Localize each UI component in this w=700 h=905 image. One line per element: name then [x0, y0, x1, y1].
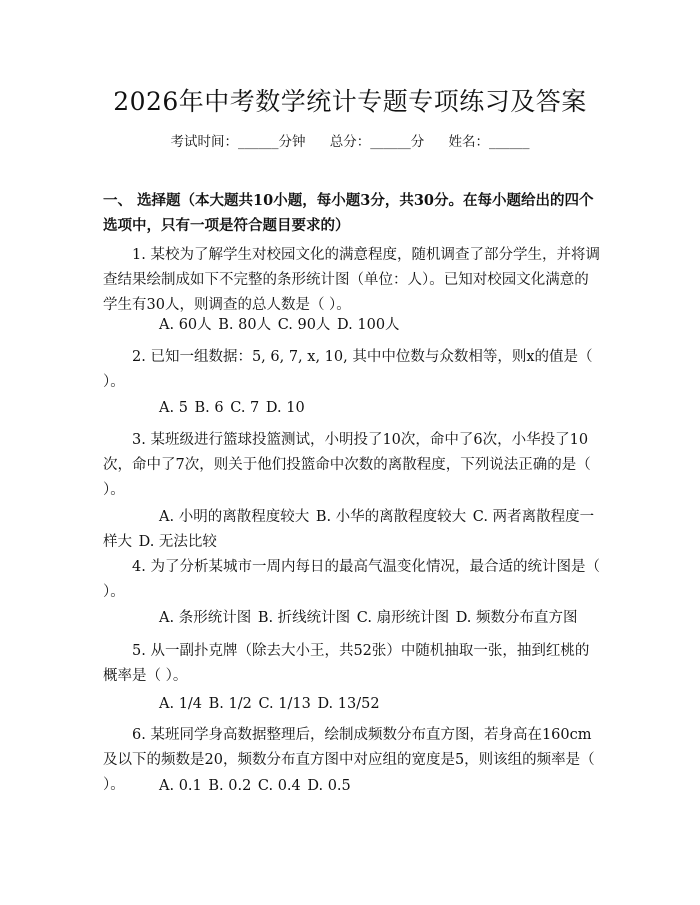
exam-time-field: 考试时间：______分钟	[170, 134, 306, 150]
option-b: B. 80人	[218, 317, 272, 333]
option-d: D. 频数分布直方图	[455, 610, 578, 626]
page-title: 2026年中考数学统计专题专项练习及答案	[113, 87, 587, 116]
question-2-stem: 2. 已知一组数据：5, 6, 7, x, 10, 其中中位数与众数相等，则x的值是（ ）。	[103, 349, 593, 390]
option-b: B. 6	[194, 400, 224, 416]
option-b: B. 小华的离散程度较大	[315, 509, 467, 525]
option-a: A. 条形统计图	[159, 610, 252, 626]
option-c: C. 90人	[277, 317, 331, 333]
option-a: A. 0.1	[159, 778, 202, 794]
question-5-stem: 5. 从一副扑克牌（除去大小王，共52张）中随机抽取一张，抽到红桃的概率是（ ）。	[103, 643, 590, 684]
question-6-options	[103, 774, 603, 799]
option-c: C. 1/13	[258, 696, 311, 712]
total-score-field: 总分：______分	[329, 134, 425, 150]
option-a: A. 小明的离散程度较大	[159, 509, 310, 525]
option-d: D. 0.5	[307, 778, 351, 794]
option-d: D. 无法比较	[138, 534, 217, 550]
option-d: D. 100人	[337, 317, 400, 333]
option-c: C. 两者离散程度一样大	[103, 509, 595, 550]
option-c: C. 7	[230, 400, 260, 416]
question-6-stem: 6. 某班同学身高数据整理后，绘制成频数分布直方图，若身高在160cm及以下的频数是20，频数分布直方图中对应组的宽度是5，则该组的频率是（ ）。	[103, 727, 595, 793]
question-4-options	[103, 606, 603, 631]
question-4-stem: 4. 为了分析某城市一周内每日的最高气温变化情况，最合适的统计图是（ ）。	[103, 559, 600, 600]
option-a: A. 1/4	[159, 696, 203, 712]
question-3-stem: 3. 某班级进行篮球投篮测试，小明投了10次，命中了6次，小华投了10次，命中了7次，则关于他们投篮命中次数的离散程度，下列说法正确的是（ ）。	[103, 432, 591, 498]
option-b: B. 折线统计图	[257, 610, 351, 626]
option-d: D. 13/52	[317, 696, 380, 712]
section-heading: 一、 选择题（本大题共10小题，每小题3分，共30分。在每小题给出的四个选项中，只有一项是符合题目要求的）	[103, 192, 594, 234]
option-b: B. 0.2	[208, 778, 252, 794]
question-2-options	[103, 396, 603, 421]
student-name-field: 姓名：______	[448, 134, 530, 150]
exam-meta	[0, 130, 700, 150]
option-d: D. 10	[265, 400, 305, 416]
option-c: C. 扇形统计图	[356, 610, 450, 626]
option-c: C. 0.4	[257, 778, 301, 794]
option-a: A. 60人	[159, 317, 212, 333]
question-1-stem: 1. 某校为了解学生对校园文化的满意程度，随机调查了部分学生，并将调查结果绘制成如下不完整的条形统计图（单位：人）。已知对校园文化满意的学生有30人，则调查的总人数是（ ）。	[103, 247, 600, 313]
option-b: B. 1/2	[208, 696, 252, 712]
question-5-options	[103, 692, 603, 717]
question-3-options	[103, 505, 603, 555]
option-a: A. 5	[159, 400, 188, 416]
question-1-options	[103, 313, 603, 338]
